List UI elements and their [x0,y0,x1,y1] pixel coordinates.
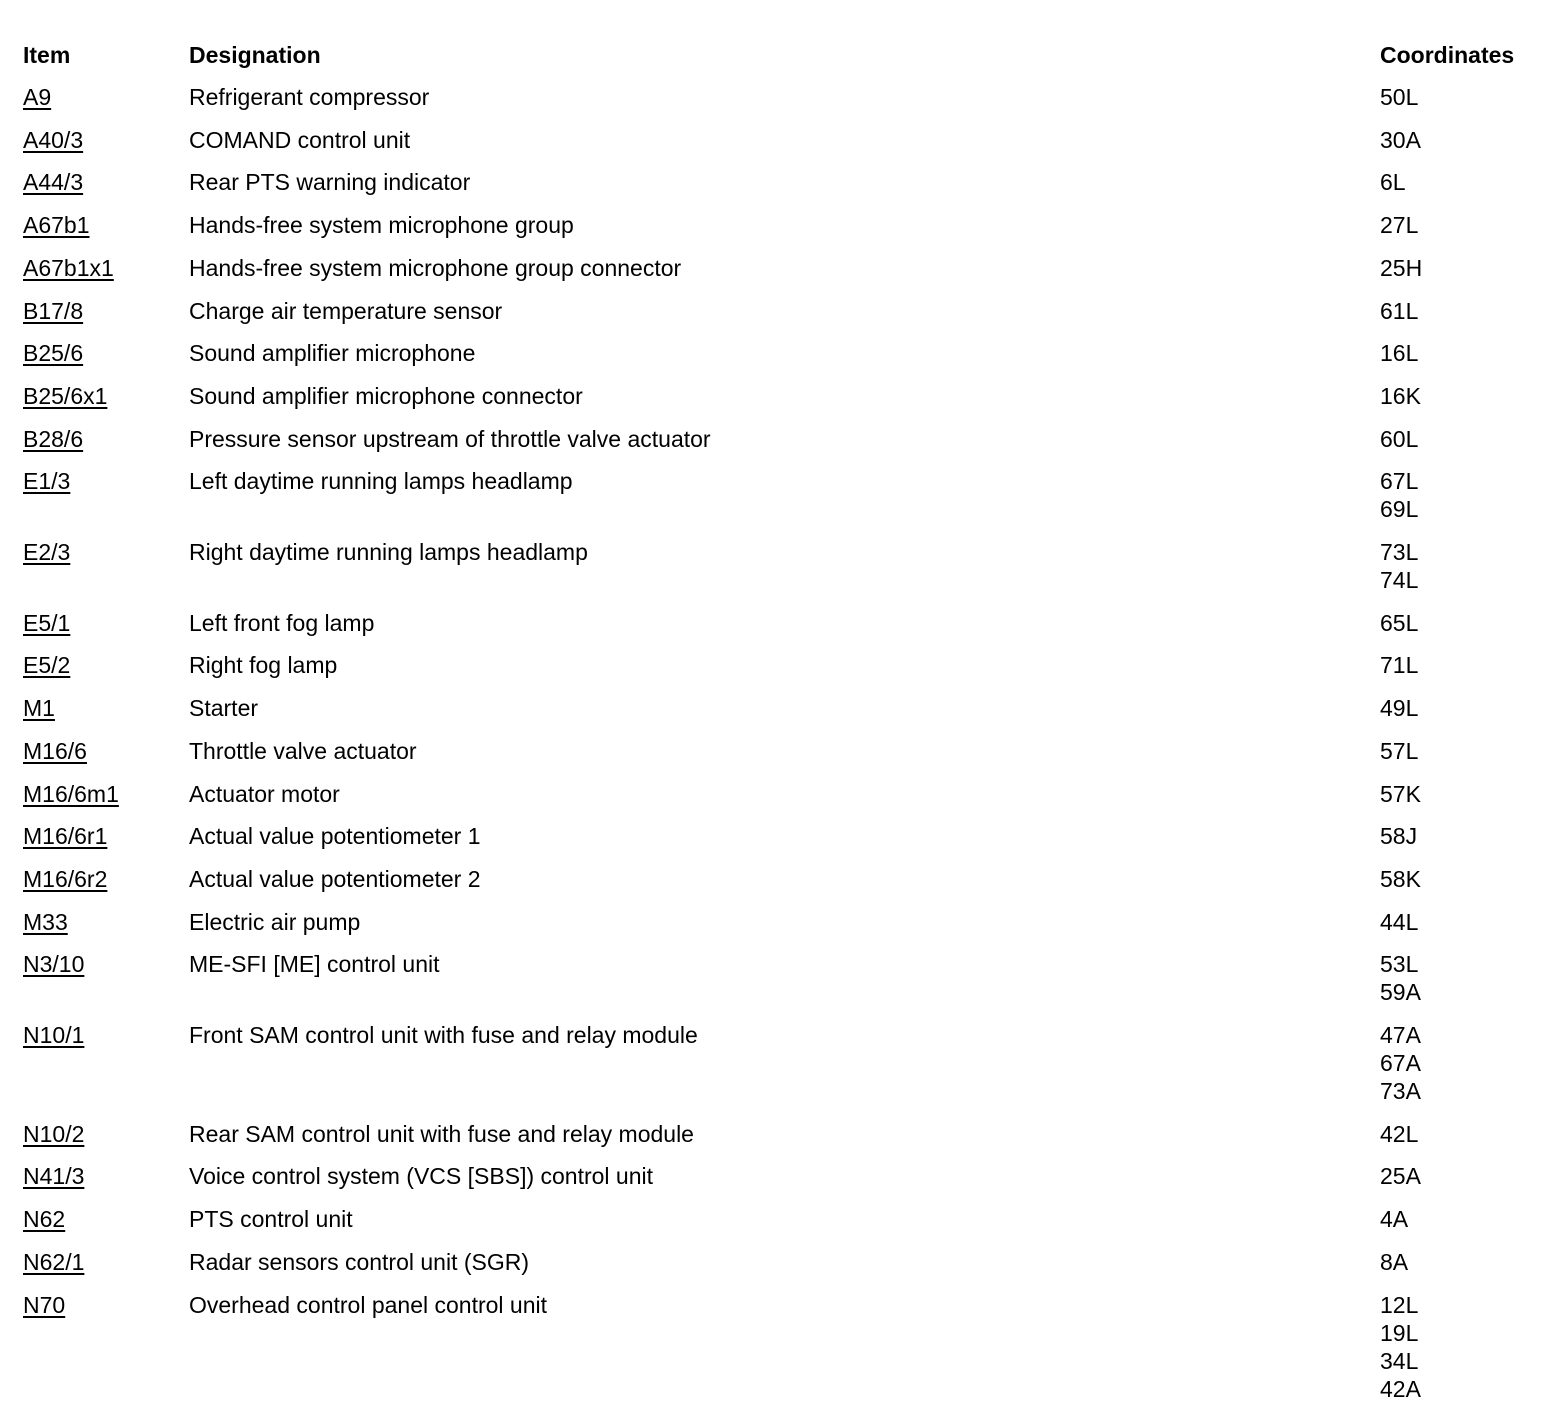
coordinate-value: 60L [1380,426,1419,452]
item-link[interactable]: E1/3 [23,468,71,494]
item-coordinates [1380,297,1418,325]
item-link[interactable]: B25/6x1 [23,383,108,409]
coordinate-value: 69L [1380,496,1419,522]
coordinate-value: 16K [1380,383,1421,409]
item-coordinates [1380,339,1418,367]
item-link[interactable]: N10/1 [23,1022,85,1048]
coordinate-value: 6L [1380,169,1406,195]
item-designation: Rear SAM control unit with fuse and relay module [189,1121,694,1147]
item-coordinates [1380,694,1418,722]
coordinate-value: 8A [1380,1249,1409,1275]
header-coordinates: Coordinates [1380,42,1515,68]
coordinate-value: 25H [1380,255,1423,281]
item-designation: Sound amplifier microphone [189,340,476,366]
coordinate-value: 57L [1380,738,1419,764]
item-coordinates [1380,737,1418,765]
item-coordinates [1380,425,1418,453]
item-coordinates [1380,382,1421,410]
item-coordinates [1380,538,1418,594]
item-coordinates [1380,126,1421,154]
item-designation: Actual value potentiometer 2 [189,866,481,892]
header-designation: Designation [189,42,321,68]
coordinate-value: 58K [1380,866,1421,892]
item-link[interactable]: E5/1 [23,610,71,636]
item-designation: Voice control system (VCS [SBS]) control unit [189,1163,654,1189]
coordinate-value: 4A [1380,1206,1409,1232]
coordinate-value: 34L [1380,1348,1419,1374]
item-coordinates [1380,467,1418,523]
coordinate-value: 61L [1380,298,1419,324]
item-designation: Left daytime running lamps headlamp [189,468,573,494]
item-link[interactable]: N41/3 [23,1163,85,1189]
item-coordinates [1380,651,1418,679]
item-link[interactable]: M16/6m1 [23,781,119,807]
coordinate-value: 65L [1380,610,1419,636]
item-designation: ME-SFI [ME] control unit [189,951,440,977]
item-designation: Radar sensors control unit (SGR) [189,1249,530,1275]
item-link[interactable]: A40/3 [23,127,84,153]
item-designation: Actuator motor [189,781,340,807]
item-coordinates [1380,168,1406,196]
coordinate-value: 49L [1380,695,1419,721]
coordinate-value: 57K [1380,781,1421,807]
item-link[interactable]: A44/3 [23,169,84,195]
coordinate-value: 53L [1380,951,1419,977]
coordinate-value: 44L [1380,909,1419,935]
item-coordinates [1380,1205,1408,1233]
coordinate-value: 42A [1380,1376,1421,1402]
item-link[interactable]: M16/6r2 [23,866,108,892]
item-coordinates [1380,780,1421,808]
item-coordinates [1380,1120,1418,1148]
item-coordinates [1380,1162,1421,1190]
item-link[interactable]: E2/3 [23,539,71,565]
item-designation: Front SAM control unit with fuse and relay module [189,1022,698,1048]
item-coordinates [1380,865,1421,893]
coordinate-value: 73L [1380,539,1419,565]
coordinate-value: 67L [1380,468,1419,494]
coordinate-value: 73A [1380,1078,1421,1104]
item-link[interactable]: M16/6r1 [23,823,108,849]
item-coordinates [1380,609,1418,637]
coordinate-value: 67A [1380,1050,1421,1076]
item-link[interactable]: N3/10 [23,951,85,977]
coordinate-value: 27L [1380,212,1419,238]
item-designation: PTS control unit [189,1206,353,1232]
item-link[interactable]: N62 [23,1206,66,1232]
item-link[interactable]: A9 [23,84,52,110]
coordinate-value: 42L [1380,1121,1419,1147]
item-coordinates [1380,254,1422,282]
item-designation: Right daytime running lamps headlamp [189,539,588,565]
item-designation: Right fog lamp [189,652,338,678]
item-coordinates [1380,83,1418,111]
item-designation: Actual value potentiometer 1 [189,823,481,849]
coordinate-value: 59A [1380,979,1421,1005]
item-coordinates [1380,908,1418,936]
item-link[interactable]: A67b1 [23,212,90,238]
item-link[interactable]: M16/6 [23,738,87,764]
item-designation: Sound amplifier microphone connector [189,383,583,409]
item-designation: Electric air pump [189,909,361,935]
coordinate-value: 12L [1380,1292,1419,1318]
item-designation: Throttle valve actuator [189,738,417,764]
item-link[interactable]: M1 [23,695,55,721]
coordinate-value: 25A [1380,1163,1421,1189]
item-link[interactable]: N10/2 [23,1121,85,1147]
item-link[interactable]: A67b1x1 [23,255,114,281]
item-designation: Hands-free system microphone group connector [189,255,682,281]
item-coordinates [1380,822,1417,850]
item-link[interactable]: B28/6 [23,426,84,452]
item-link[interactable]: B17/8 [23,298,84,324]
item-designation: Pressure sensor upstream of throttle valve actuator [189,426,711,452]
item-link[interactable]: B25/6 [23,340,84,366]
coordinate-value: 30A [1380,127,1421,153]
coordinate-value: 74L [1380,567,1419,593]
coordinate-value: 19L [1380,1320,1419,1346]
item-coordinates [1380,1248,1408,1276]
coordinate-value: 47A [1380,1022,1421,1048]
item-designation: Rear PTS warning indicator [189,169,471,195]
item-link[interactable]: M33 [23,909,68,935]
item-designation: Hands-free system microphone group [189,212,574,238]
item-link[interactable]: N70 [23,1292,66,1318]
item-coordinates [1380,1021,1421,1105]
item-designation: Overhead control panel control unit [189,1292,547,1318]
coordinate-value: 71L [1380,652,1419,678]
item-designation: Refrigerant compressor [189,84,430,110]
coordinate-value: 50L [1380,84,1419,110]
item-designation: Charge air temperature sensor [189,298,503,324]
coordinate-value: 58J [1380,823,1418,849]
item-link[interactable]: N62/1 [23,1249,85,1275]
item-coordinates [1380,1291,1421,1403]
coordinate-value: 16L [1380,340,1419,366]
item-designation: Left front fog lamp [189,610,375,636]
item-coordinates [1380,950,1421,1006]
header-item: Item [23,42,71,68]
item-designation: Starter [189,695,259,721]
item-link[interactable]: E5/2 [23,652,71,678]
item-designation: COMAND control unit [189,127,411,153]
item-coordinates [1380,211,1418,239]
